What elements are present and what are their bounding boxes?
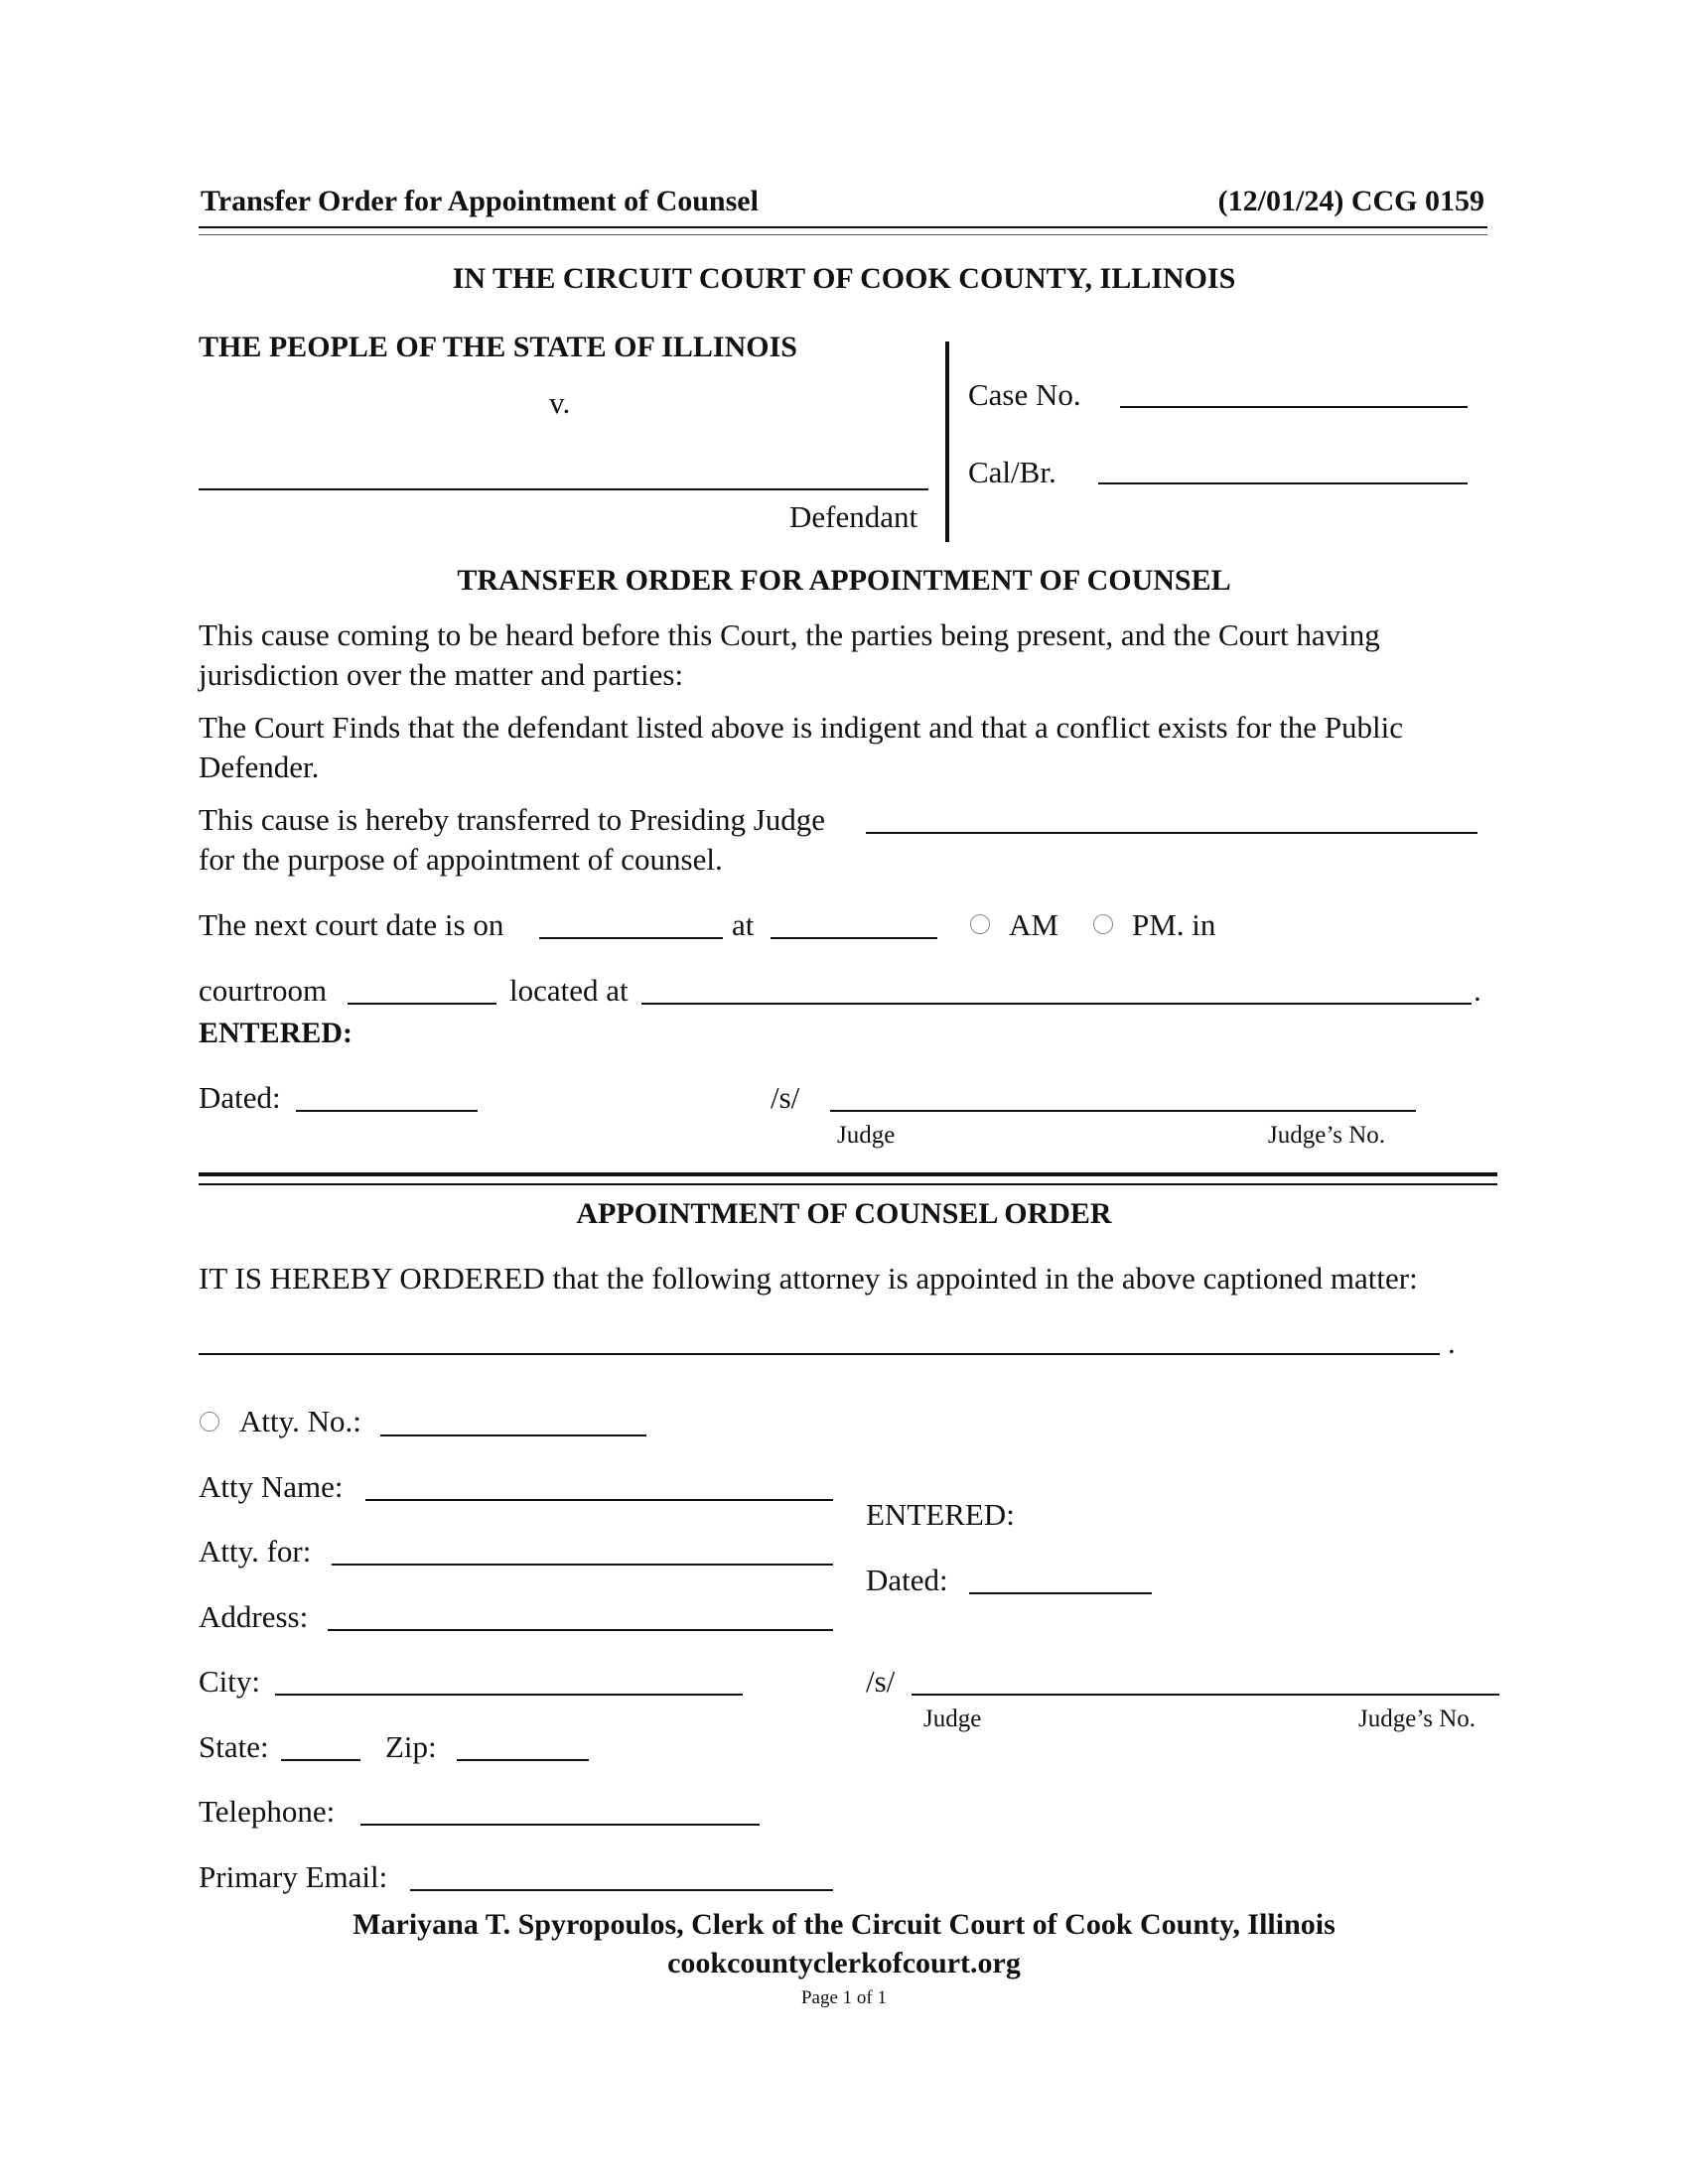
atty-no-label: Atty. No.:	[239, 1404, 361, 1438]
judge-signature-field-2[interactable]	[912, 1694, 1499, 1696]
judge-signature-field-1[interactable]	[830, 1110, 1416, 1112]
address-field[interactable]	[328, 1629, 833, 1631]
zip-label: Zip:	[385, 1729, 437, 1764]
page-number: Page 1 of 1	[800, 1987, 887, 2008]
atty-name-field[interactable]	[365, 1499, 833, 1501]
ordered-text: IT IS HEREBY ORDERED that the following attorney is appointed in the above captioned matter:	[199, 1261, 1418, 1296]
appointed-attorney-field[interactable]	[199, 1353, 1440, 1355]
judge-label-2: Judge	[923, 1706, 982, 1732]
telephone-field[interactable]	[360, 1824, 760, 1826]
atty-for-field[interactable]	[332, 1564, 833, 1566]
next-date-field[interactable]	[539, 937, 723, 939]
next-date-label: The next court date is on	[199, 907, 504, 942]
signature-prefix-1: /s/	[771, 1080, 800, 1115]
caption-divider	[945, 341, 949, 542]
time-field[interactable]	[771, 937, 937, 939]
signature-prefix-2: /s/	[866, 1664, 896, 1699]
case-no-field[interactable]	[1120, 406, 1468, 408]
pm-label: PM. in	[1132, 907, 1216, 942]
pm-radio[interactable]	[1093, 914, 1113, 934]
dated-field-1[interactable]	[296, 1110, 478, 1112]
para1-line1: This cause coming to be heard before this Court, the parties being present, and the Court having	[199, 617, 1380, 652]
cal-br-label: Cal/Br.	[968, 455, 1056, 489]
transfer-section-title: TRANSFER ORDER FOR APPOINTMENT OF COUNSEL	[457, 564, 1231, 597]
judge-no-label-1: Judge’s No.	[1268, 1122, 1386, 1149]
plaintiff-name: THE PEOPLE OF THE STATE OF ILLINOIS	[199, 331, 797, 363]
footer-clerk: Mariyana T. Spyropoulos, Clerk of the Circuit Court of Cook County, Illinois	[352, 1908, 1336, 1941]
email-field[interactable]	[410, 1889, 833, 1891]
dated-field-2[interactable]	[969, 1592, 1152, 1594]
form-title: Transfer Order for Appointment of Counsel	[201, 185, 759, 217]
case-no-label: Case No.	[968, 377, 1081, 412]
header-rule-bottom	[199, 234, 1487, 235]
footer-website[interactable]: cookcountyclerkofcourt.org	[667, 1947, 1021, 1979]
cal-br-field[interactable]	[1098, 482, 1468, 484]
transfer-line1: This cause is hereby transferred to Presiding Judge	[199, 802, 826, 837]
defendant-line[interactable]	[199, 488, 928, 490]
judge-label-1: Judge	[837, 1122, 896, 1149]
am-label: AM	[1009, 907, 1058, 942]
location-field[interactable]	[641, 1003, 1472, 1005]
zip-field[interactable]	[457, 1759, 589, 1761]
courtroom-field[interactable]	[348, 1003, 496, 1005]
dated-label-1: Dated:	[199, 1080, 281, 1115]
located-at-label: located at	[509, 973, 629, 1008]
entered-label-1: ENTERED:	[199, 1017, 353, 1049]
presiding-judge-field[interactable]	[866, 832, 1477, 834]
section-divider-thin	[199, 1183, 1497, 1185]
para1-line2: jurisdiction over the matter and parties:	[199, 657, 684, 692]
location-period: .	[1474, 973, 1481, 1008]
judge-no-label-2: Judge’s No.	[1358, 1706, 1477, 1732]
email-label: Primary Email:	[199, 1859, 388, 1894]
dated-label-2: Dated:	[866, 1563, 948, 1597]
atty-no-radio[interactable]	[200, 1412, 219, 1432]
am-radio[interactable]	[970, 914, 990, 934]
header-rule-top	[199, 226, 1487, 228]
entered-label-2: ENTERED:	[866, 1497, 1015, 1532]
court-title: IN THE CIRCUIT COURT OF COOK COUNTY, ILLINOIS	[452, 262, 1236, 295]
atty-no-field[interactable]	[380, 1434, 646, 1436]
state-field[interactable]	[281, 1759, 360, 1761]
form-number: (12/01/24) CCG 0159	[1217, 185, 1484, 217]
at-label: at	[732, 907, 755, 942]
versus-label: v.	[549, 385, 571, 420]
transfer-line2: for the purpose of appointment of counsel.	[199, 842, 723, 877]
telephone-label: Telephone:	[199, 1794, 336, 1829]
state-label: State:	[199, 1729, 269, 1764]
city-field[interactable]	[275, 1694, 743, 1696]
city-label: City:	[199, 1664, 261, 1699]
section-divider-thick	[199, 1172, 1497, 1176]
atty-name-label: Atty Name:	[199, 1469, 344, 1504]
appointment-section-title: APPOINTMENT OF COUNSEL ORDER	[576, 1197, 1112, 1230]
para2-line1: The Court Finds that the defendant listed above is indigent and that a conflict exists for the Public	[199, 710, 1404, 745]
courtroom-label: courtroom	[199, 973, 328, 1008]
appointed-period: .	[1448, 1325, 1456, 1360]
defendant-label: Defendant	[789, 499, 918, 534]
address-label: Address:	[199, 1599, 309, 1634]
para2-line2: Defender.	[199, 750, 320, 784]
atty-for-label: Atty. for:	[199, 1534, 312, 1569]
